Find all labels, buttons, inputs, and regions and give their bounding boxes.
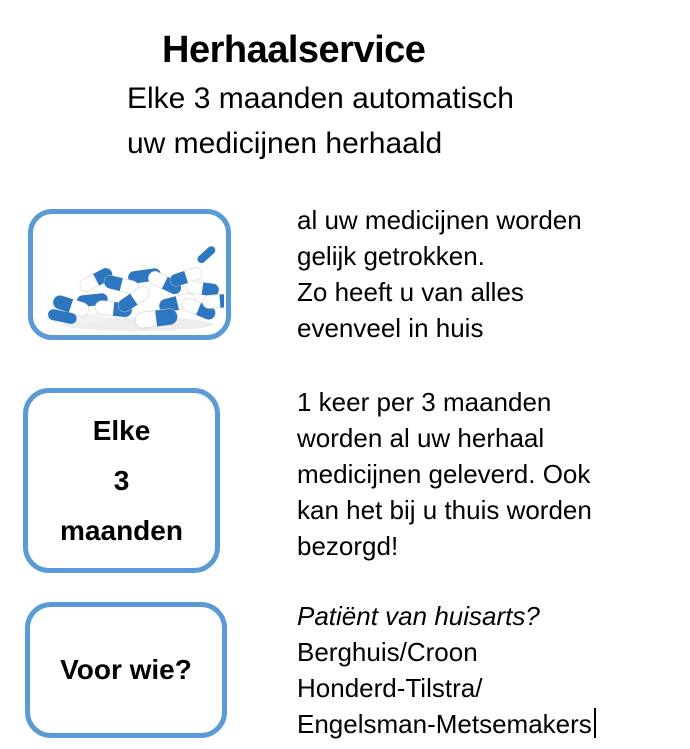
text-line: Patiënt van huisarts? [297, 601, 540, 631]
text-line-with-cursor [297, 706, 596, 742]
text-line: gelijk getrokken. [297, 241, 485, 271]
elke-3-maanden-box [23, 388, 220, 573]
text-line: medicijnen geleverd. Ook [297, 459, 591, 489]
text-line: Zo heeft u van alles [297, 277, 524, 307]
pills-photo [35, 216, 224, 333]
pills-box [28, 209, 231, 340]
box-label-line: maanden [60, 514, 183, 546]
text-line: bezorgd! [297, 531, 399, 561]
box-label-line: Elke [92, 414, 151, 446]
box-label-line: Voor wie? [60, 654, 192, 685]
text-line: kan het bij u thuis worden [297, 495, 592, 525]
text-line: 1 keer per 3 maanden [297, 387, 552, 417]
voor-wie-box [25, 602, 227, 738]
page-title: Herhaalservice [162, 29, 426, 71]
box-label-line: 3 [113, 464, 130, 496]
text-line: evenveel in huis [297, 313, 484, 343]
page-subtitle [127, 76, 514, 166]
capsule-icon [196, 245, 217, 265]
text-line: Engelsman-Metsemakers [297, 709, 592, 739]
text-line: Berghuis/Croon [297, 637, 478, 667]
section-text-levering [297, 384, 592, 564]
text-cursor [594, 708, 596, 738]
subtitle-line-1: Elke 3 maanden automatisch [127, 82, 514, 115]
section-text-huisartsen [297, 598, 596, 742]
subtitle-line-2: uw medicijnen herhaald [127, 127, 443, 160]
section-text-gelijk-getrokken [297, 202, 582, 346]
text-line: Honderd-Tilstra/ [297, 673, 483, 703]
text-line: al uw medicijnen worden [297, 205, 582, 235]
text-line: worden al uw herhaal [297, 423, 545, 453]
